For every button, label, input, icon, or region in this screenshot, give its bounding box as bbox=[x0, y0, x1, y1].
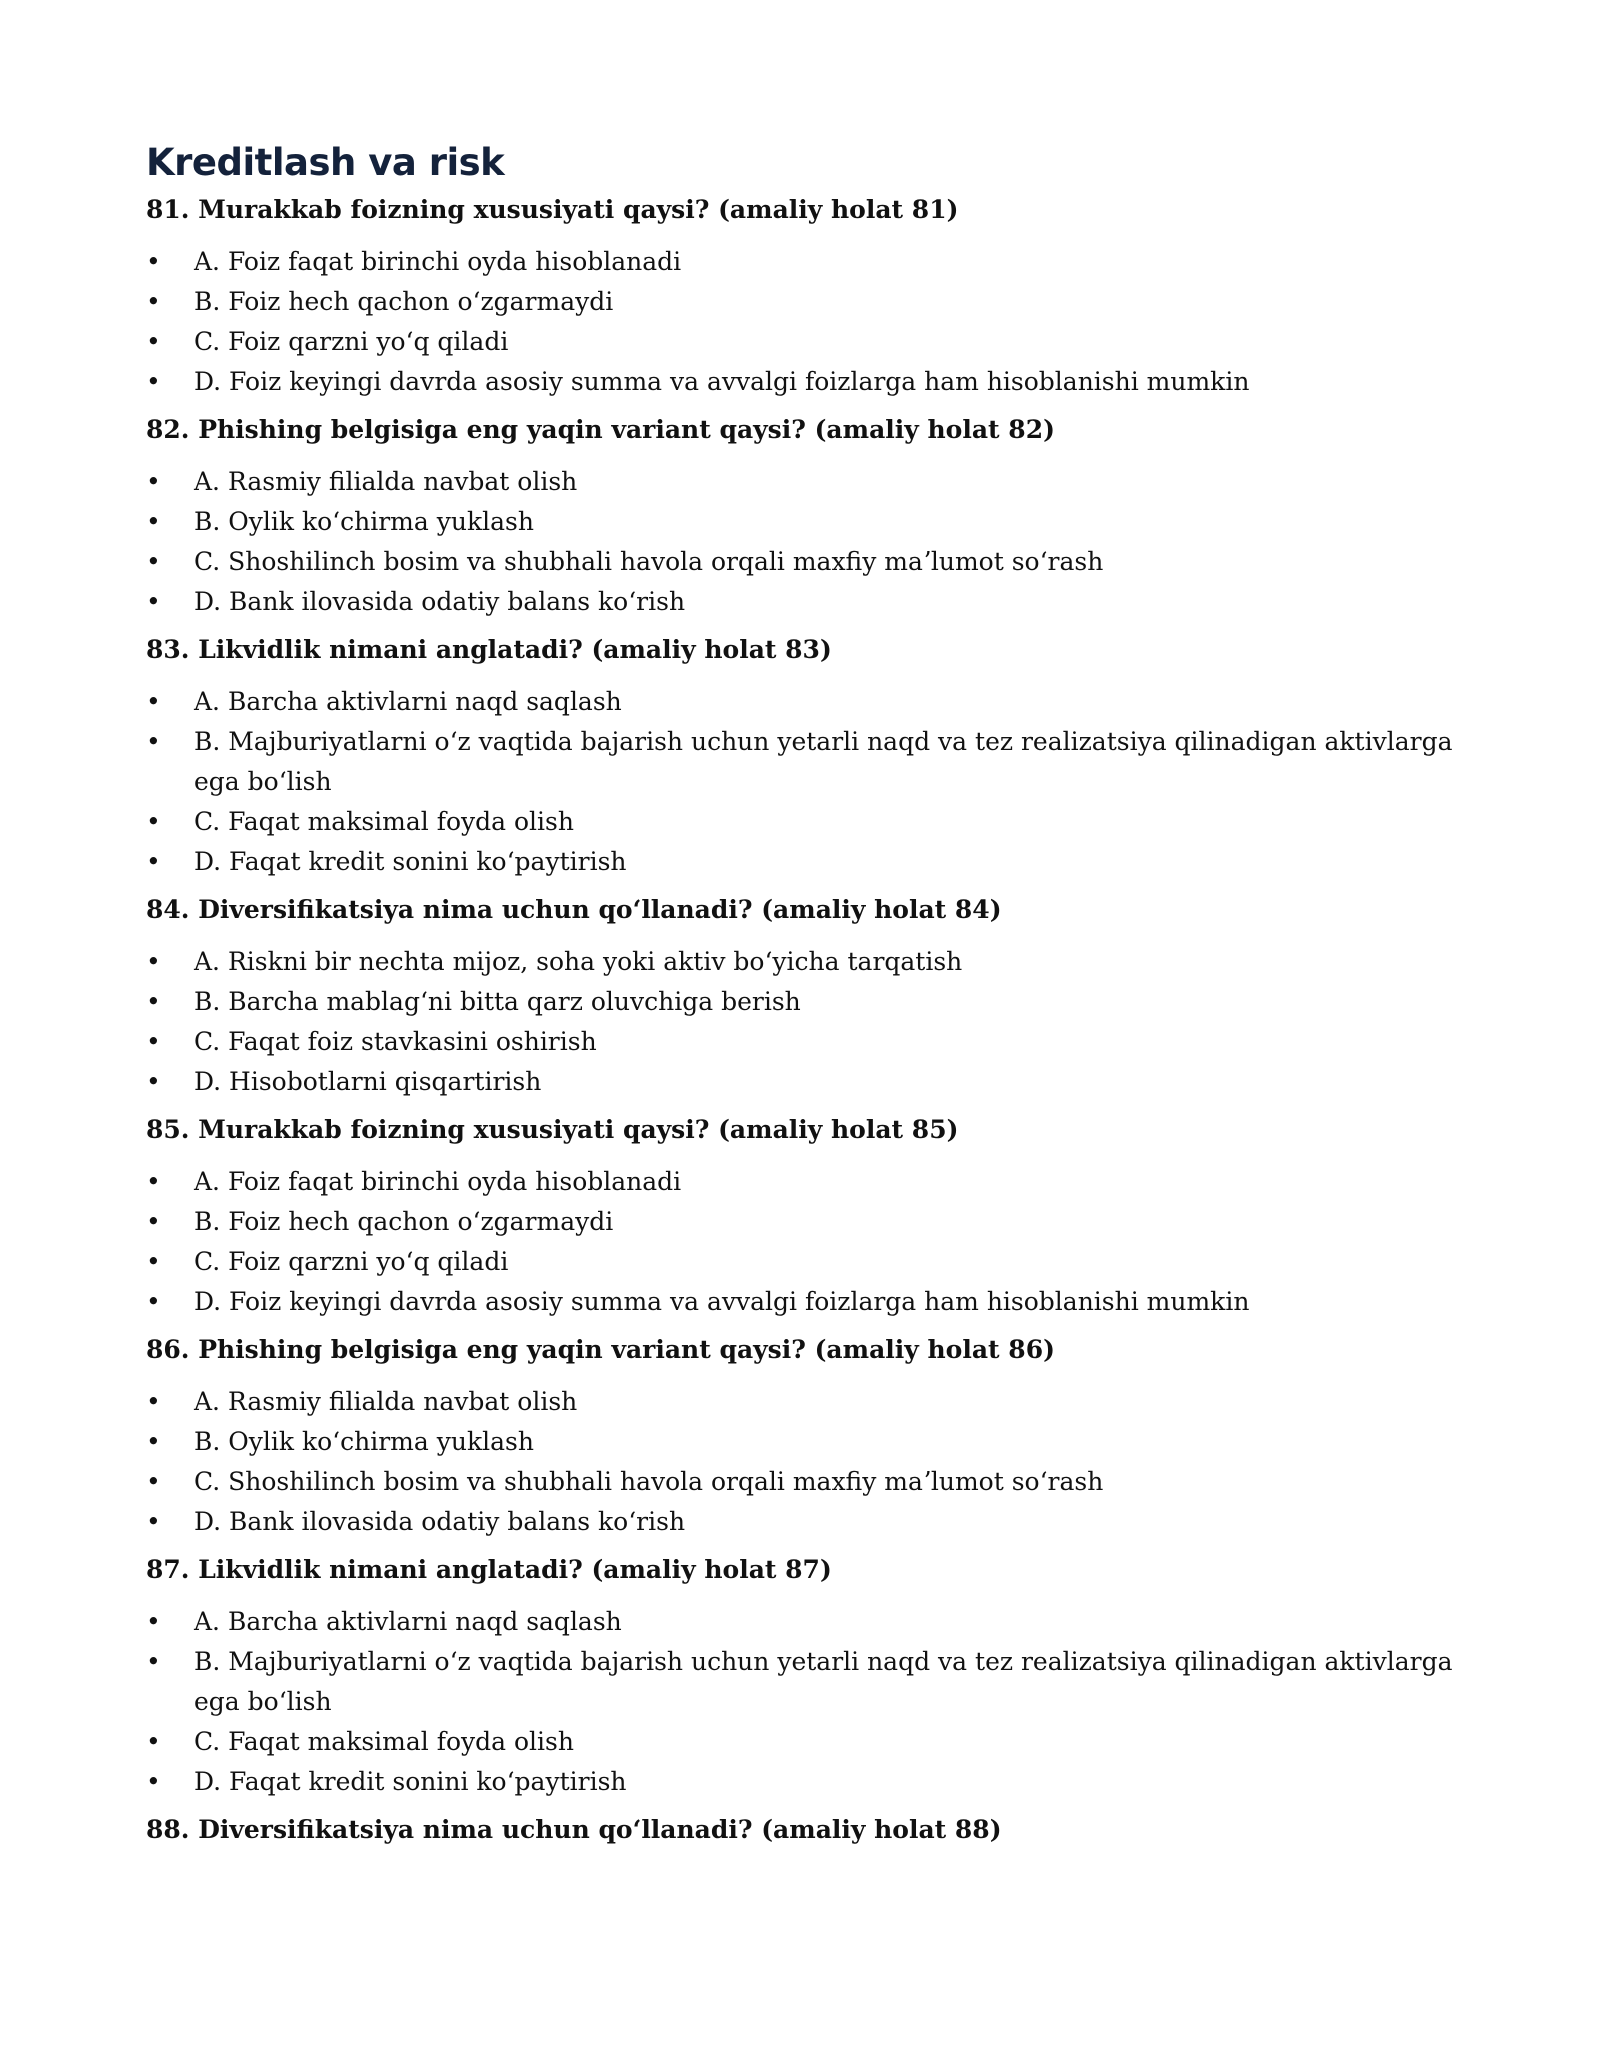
answer-option bbox=[146, 1462, 1466, 1502]
option-text: D. Hisobotlarni qisqartirish bbox=[194, 1067, 542, 1096]
answer-option bbox=[146, 1422, 1466, 1462]
question-text: 85. Murakkab foizning xususiyati qaysi? (amaliy holat 85) bbox=[146, 1115, 959, 1144]
answer-option bbox=[146, 682, 1466, 722]
question-block bbox=[146, 1810, 1466, 1850]
option-list bbox=[146, 242, 1466, 402]
answer-option bbox=[146, 1722, 1466, 1762]
option-text: B. Barcha mablagʻni bitta qarz oluvchiga berish bbox=[194, 987, 801, 1016]
answer-option bbox=[146, 1762, 1466, 1802]
option-text: C. Faqat foiz stavkasini oshirish bbox=[194, 1027, 597, 1056]
bullet-icon: • bbox=[146, 1247, 161, 1276]
answer-option bbox=[146, 542, 1466, 582]
bullet-icon: • bbox=[146, 1507, 161, 1536]
answer-option bbox=[146, 802, 1466, 842]
option-text: C. Faqat maksimal foyda olish bbox=[194, 1727, 574, 1756]
option-text: A. Rasmiy filialda navbat olish bbox=[194, 467, 578, 496]
question-block bbox=[146, 410, 1466, 622]
answer-option bbox=[146, 1162, 1466, 1202]
answer-option bbox=[146, 1062, 1466, 1102]
option-text: C. Shoshilinch bosim va shubhali havola orqali maxfiy maʼlumot soʻrash bbox=[194, 1467, 1104, 1496]
bullet-icon: • bbox=[146, 1727, 161, 1756]
bullet-icon: • bbox=[146, 1067, 161, 1096]
option-text: D. Foiz keyingi davrda asosiy summa va avvalgi foizlarga ham hisoblanishi mumkin bbox=[194, 1287, 1250, 1316]
bullet-icon: • bbox=[146, 687, 161, 716]
answer-option bbox=[146, 1242, 1466, 1282]
bullet-icon: • bbox=[146, 507, 161, 536]
bullet-icon: • bbox=[146, 1767, 161, 1796]
answer-option bbox=[146, 242, 1466, 282]
answer-option bbox=[146, 1202, 1466, 1242]
question-block bbox=[146, 1110, 1466, 1322]
option-list bbox=[146, 1602, 1466, 1802]
option-text: B. Foiz hech qachon oʻzgarmaydi bbox=[194, 287, 614, 316]
question-block bbox=[146, 1550, 1466, 1802]
bullet-icon: • bbox=[146, 1287, 161, 1316]
question-list bbox=[146, 190, 1466, 1850]
question-text: 88. Diversifikatsiya nima uchun qoʻllanadi? (amaliy holat 88) bbox=[146, 1815, 1002, 1844]
question-text: 81. Murakkab foizning xususiyati qaysi? (amaliy holat 81) bbox=[146, 195, 959, 224]
option-text: D. Bank ilovasida odatiy balans koʻrish bbox=[194, 587, 686, 616]
option-text: C. Shoshilinch bosim va shubhali havola orqali maxfiy maʼlumot soʻrash bbox=[194, 547, 1104, 576]
bullet-icon: • bbox=[146, 467, 161, 496]
bullet-icon: • bbox=[146, 987, 161, 1016]
answer-option bbox=[146, 722, 1466, 802]
answer-option bbox=[146, 1382, 1466, 1422]
question-text: 83. Likvidlik nimani anglatadi? (amaliy holat 83) bbox=[146, 635, 832, 664]
bullet-icon: • bbox=[146, 327, 161, 356]
answer-option bbox=[146, 462, 1466, 502]
question-block bbox=[146, 890, 1466, 1102]
bullet-icon: • bbox=[146, 1467, 161, 1496]
answer-option bbox=[146, 1282, 1466, 1322]
bullet-icon: • bbox=[146, 807, 161, 836]
answer-option bbox=[146, 942, 1466, 982]
answer-option bbox=[146, 1022, 1466, 1062]
option-text: D. Foiz keyingi davrda asosiy summa va avvalgi foizlarga ham hisoblanishi mumkin bbox=[194, 367, 1250, 396]
option-list bbox=[146, 942, 1466, 1102]
bullet-icon: • bbox=[146, 1207, 161, 1236]
option-text: B. Majburiyatlarni oʻz vaqtida bajarish uchun yetarli naqd va tez realizatsiya qilinadigan aktivlarga ega boʻlish bbox=[194, 727, 1453, 796]
bullet-icon: • bbox=[146, 1427, 161, 1456]
bullet-icon: • bbox=[146, 1647, 161, 1676]
option-text: C. Faqat maksimal foyda olish bbox=[194, 807, 574, 836]
answer-option bbox=[146, 322, 1466, 362]
answer-option bbox=[146, 1642, 1466, 1722]
section-title: Kreditlash va risk bbox=[146, 141, 505, 184]
bullet-icon: • bbox=[146, 727, 161, 756]
document-page bbox=[146, 138, 1466, 1862]
option-text: A. Rasmiy filialda navbat olish bbox=[194, 1387, 578, 1416]
option-text: D. Bank ilovasida odatiy balans koʻrish bbox=[194, 1507, 686, 1536]
option-list bbox=[146, 1162, 1466, 1322]
question-block bbox=[146, 1330, 1466, 1542]
bullet-icon: • bbox=[146, 1167, 161, 1196]
question-text: 84. Diversifikatsiya nima uchun qoʻllanadi? (amaliy holat 84) bbox=[146, 895, 1002, 924]
option-text: B. Oylik koʻchirma yuklash bbox=[194, 507, 534, 536]
option-text: A. Riskni bir nechta mijoz, soha yoki aktiv boʻyicha tarqatish bbox=[194, 947, 963, 976]
question-text: 86. Phishing belgisiga eng yaqin variant qaysi? (amaliy holat 86) bbox=[146, 1335, 1055, 1364]
option-text: B. Oylik koʻchirma yuklash bbox=[194, 1427, 534, 1456]
answer-option bbox=[146, 282, 1466, 322]
option-list bbox=[146, 462, 1466, 622]
bullet-icon: • bbox=[146, 847, 161, 876]
option-text: C. Foiz qarzni yoʻq qiladi bbox=[194, 1247, 509, 1276]
bullet-icon: • bbox=[146, 1027, 161, 1056]
bullet-icon: • bbox=[146, 247, 161, 276]
option-text: C. Foiz qarzni yoʻq qiladi bbox=[194, 327, 509, 356]
option-text: A. Barcha aktivlarni naqd saqlash bbox=[194, 1607, 622, 1636]
question-block bbox=[146, 630, 1466, 882]
option-text: D. Faqat kredit sonini koʻpaytirish bbox=[194, 1767, 627, 1796]
answer-option bbox=[146, 582, 1466, 622]
bullet-icon: • bbox=[146, 1387, 161, 1416]
answer-option bbox=[146, 1502, 1466, 1542]
option-list bbox=[146, 1382, 1466, 1542]
option-text: A. Foiz faqat birinchi oyda hisoblanadi bbox=[194, 247, 682, 276]
question-text: 87. Likvidlik nimani anglatadi? (amaliy holat 87) bbox=[146, 1555, 832, 1584]
option-text: D. Faqat kredit sonini koʻpaytirish bbox=[194, 847, 627, 876]
bullet-icon: • bbox=[146, 367, 161, 396]
bullet-icon: • bbox=[146, 547, 161, 576]
bullet-icon: • bbox=[146, 287, 161, 316]
option-text: A. Barcha aktivlarni naqd saqlash bbox=[194, 687, 622, 716]
question-block bbox=[146, 190, 1466, 402]
bullet-icon: • bbox=[146, 587, 161, 616]
answer-option bbox=[146, 842, 1466, 882]
question-text: 82. Phishing belgisiga eng yaqin variant qaysi? (amaliy holat 82) bbox=[146, 415, 1055, 444]
answer-option bbox=[146, 982, 1466, 1022]
answer-option bbox=[146, 502, 1466, 542]
answer-option bbox=[146, 1602, 1466, 1642]
bullet-icon: • bbox=[146, 1607, 161, 1636]
answer-option bbox=[146, 362, 1466, 402]
option-text: B. Foiz hech qachon oʻzgarmaydi bbox=[194, 1207, 614, 1236]
option-list bbox=[146, 682, 1466, 882]
option-text: A. Foiz faqat birinchi oyda hisoblanadi bbox=[194, 1167, 682, 1196]
bullet-icon: • bbox=[146, 947, 161, 976]
option-text: B. Majburiyatlarni oʻz vaqtida bajarish uchun yetarli naqd va tez realizatsiya qilinadigan aktivlarga ega boʻlish bbox=[194, 1647, 1453, 1716]
